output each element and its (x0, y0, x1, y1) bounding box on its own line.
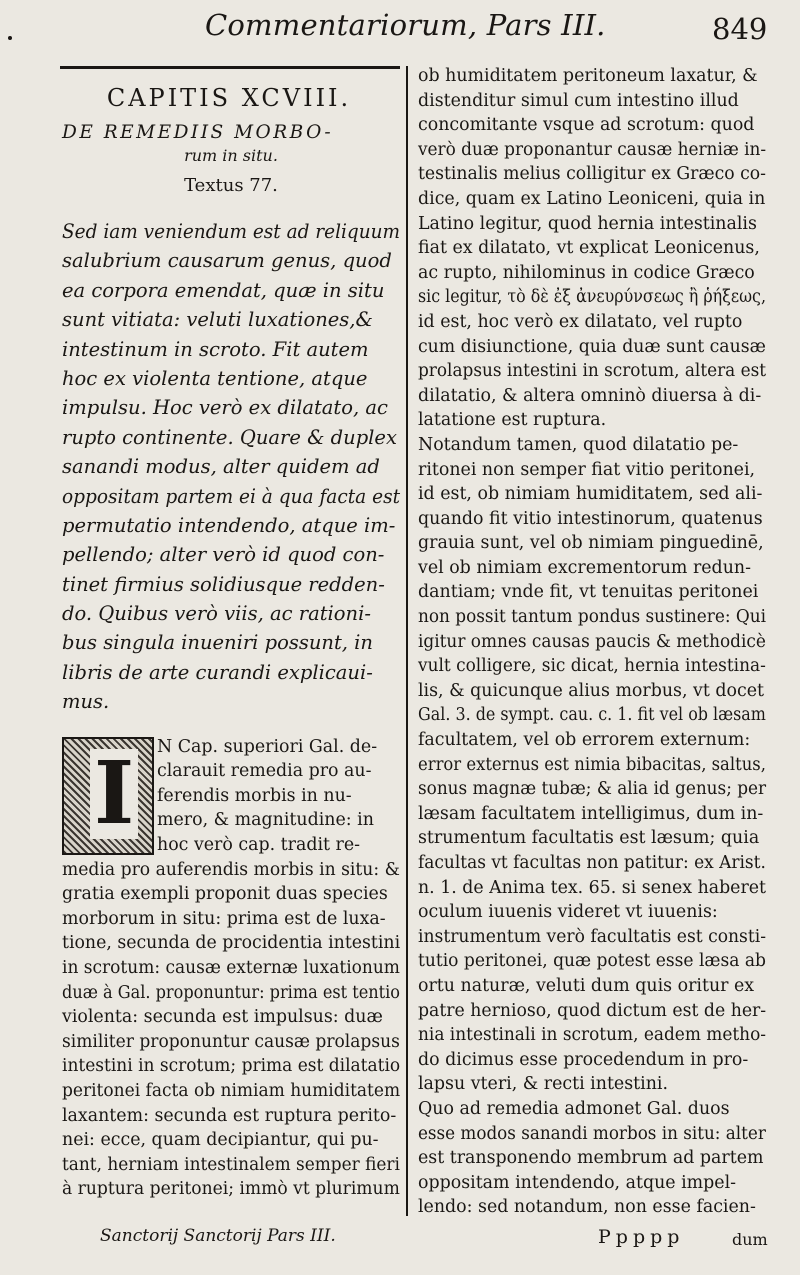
quote-line: bus singula inueniri possunt, in (62, 631, 373, 655)
commentary-line: verò duæ proponantur causæ herniæ in- (418, 139, 767, 160)
commentary-line: N Cap. superiori Gal. de- (157, 736, 378, 757)
initial-letter: I (90, 749, 138, 839)
commentary-line: tione, secunda de procidentia intestini (62, 933, 401, 954)
quote-line: permutatio intendendo, atque im- (62, 513, 396, 537)
catchword: dum (732, 1230, 768, 1249)
commentary-line: facultatem, vel ob errorem externum: (418, 730, 751, 751)
commentary-line: oculum iuuenis videret vt iuuenis: (418, 902, 718, 923)
commentary-line: esse modos sanandi morbos in situ: alter (418, 1123, 766, 1144)
quote-line: Sed iam veniendum est ad reliquum (62, 220, 401, 243)
commentary-line: vel ob nimiam excrementorum redun- (418, 557, 751, 578)
commentary-line: id est, ob nimiam humiditatem, sed ali- (418, 484, 763, 505)
commentary-line: non possit tantum pondus sustinere: Qui (418, 607, 766, 628)
margin-mark (8, 36, 12, 40)
commentary-line: Quo ad remedia admonet Gal. duos (418, 1098, 730, 1119)
commentary-line: in scrotum: causæ externæ luxationum (62, 957, 400, 978)
commentary-line: patre herniosо, quod dictum est de her- (418, 1000, 767, 1021)
commentary-line: concomitante vsque ad scrotum: quod (418, 115, 755, 136)
quote-line: libris de arte curandi explicaui- (62, 660, 373, 684)
commentary-line: clarauit remedia pro au- (157, 761, 372, 782)
commentary-line: dilatatio, & altera omninò diuersa à di- (418, 385, 762, 406)
commentary-line: ob humiditatem peritoneum laxatur, & (418, 66, 758, 86)
quote-line: ea corpora emendat, quæ in situ (62, 278, 385, 302)
commentary-line: dantiam; vnde fit, vt tenuitas peritonei (418, 582, 759, 603)
commentary-line: mero, & magnitudine: in (157, 810, 374, 831)
running-title: Commentariorum, Pars III. (205, 8, 606, 42)
chapter-rule (60, 66, 400, 69)
commentary-line: à ruptura peritonei; immò vt plurimum (62, 1179, 400, 1200)
quote-line: impulsu. Hoc verò ex dilatato, ac (62, 396, 388, 420)
commentary-line: nia intestinali in scrotum, eadem metho- (418, 1025, 767, 1046)
decorated-initial (62, 737, 154, 855)
commentary-line: est transponendo membrum ad partem (418, 1148, 764, 1169)
commentary-line: duæ à Gal. proponuntur: prima est tentio (62, 982, 401, 1003)
commentary-line: n. 1. de Anima tex. 65. si senex haberet (418, 877, 766, 898)
commentary-line: ritonei non semper fiat vitio peritonei, (418, 459, 756, 480)
column-rule (406, 66, 408, 1216)
commentary-line: facultas vt facultas non patitur: ex Arist. (418, 853, 766, 873)
commentary-line: intestini in scrotum; prima est dilatatio (62, 1056, 401, 1077)
commentary-line: cum disiunctione, quia duæ sunt causæ (418, 336, 766, 357)
commentary-line: quando fit vitio intestinorum, quatenus (418, 508, 763, 529)
commentary-line: do dicimus esse procedendum in pro- (418, 1049, 749, 1070)
commentary-line: latatione est ruptura. (418, 410, 607, 431)
commentary-line: ac rupto, nihilominus in codice Græco (418, 262, 755, 283)
commentary-line: læsam facultatem intelligimus, dum in- (418, 803, 764, 824)
left-column (62, 84, 400, 1202)
commentary-line: prolapsus intestini in scrotum, altera est (418, 361, 767, 382)
commentary-line: tant, herniam intestinalem semper fieri (62, 1154, 400, 1175)
commentary-line: Latino legitur, quod hernia intestinalis (418, 213, 757, 234)
commentary-line: tutio peritonei, quæ potest esse læsa ab (418, 951, 766, 972)
commentary-line: error externus est nimia bibacitas, saltus, (418, 754, 766, 775)
commentary-line: sonus magnæ tubæ; & alia id genus; per (418, 779, 767, 800)
signature-line: Sanctorij Sanctorij Pars III. (100, 1226, 336, 1246)
commentary-line: gratia exempli proponit duas species (62, 884, 388, 905)
commentary-line: fiat ex dilatato, vt explicat Leonicenus, (418, 238, 760, 259)
quote-line: do. Quibus verò viis, ac rationi- (62, 602, 371, 626)
quote-line: pellendo; alter verò id quod con- (62, 543, 385, 567)
commentary-line: nei: ecce, quam decipiantur, qui pu- (62, 1130, 379, 1151)
quote-line: sanandi modus, alter quidem ad (62, 455, 380, 479)
textus-number: Textus 77. (184, 175, 278, 196)
chapter-subtitle: DE REMEDIIS MORBO- (62, 122, 334, 143)
commentary-line: strumentum facultatis est læsum; quia (418, 828, 760, 849)
commentary-line: lapsu vteri, & recti intestini. (418, 1074, 668, 1095)
quote-line: mus. (62, 690, 110, 714)
commentary-line: vult colligere, sic dicat, hernia intestina- (418, 656, 766, 677)
chapter-title: CAPITIS XCVIII. (106, 84, 352, 112)
commentary-line: grauia sunt, vel ob nimiam pinguedinē, (418, 533, 764, 554)
quote-line: tinet firmius solidiusque redden- (62, 572, 385, 596)
commentary-line: laxantem: secunda est ruptura perito- (62, 1105, 397, 1126)
commentary-paragraph (62, 735, 400, 1202)
commentary-line: id est, hoc verò ex dilatato, vel rupto (418, 311, 743, 332)
quote-line: salubrium causarum genus, quod (62, 249, 392, 273)
commentary-line: instrumentum verò facultatis est consti- (418, 926, 767, 947)
commentary-line: lis, & quicunque alius morbus, vt docet (418, 680, 764, 701)
quote-line: sunt vitiata: veluti luxationes,& (62, 308, 373, 332)
commentary-line: Notandum tamen, quod dilatatio pe- (418, 434, 739, 455)
commentary-line: peritonei facta ob nimiam humiditatem (62, 1080, 401, 1101)
chapter-subtitle-cont: rum in situ. (184, 146, 278, 165)
page-number: 849 (712, 12, 768, 46)
commentary-line: media pro auferendis morbis in situ: & (62, 859, 400, 880)
right-column (418, 64, 766, 1220)
commentary-line: ferendis morbis in nu- (157, 785, 352, 806)
commentary-line: igitur omnes causas paucis & methodicè (418, 631, 766, 652)
commentary-line: Gal. 3. de sympt. cau. c. 1. fit vel ob læsam (418, 705, 766, 726)
gathering-mark: Ppppp (598, 1226, 685, 1248)
commentary-line: ortu naturæ, veluti dum quis oritur ex (418, 975, 755, 996)
quote-line: rupto continente. Quare & duplex (62, 425, 397, 449)
commentary-line: testinalis melius colligitur ex Græco co- (418, 164, 766, 185)
quote-line: hoc ex violenta tentione, atque (62, 366, 368, 390)
greek-quote-line: sic legitur, τὸ δὲ ἐξ ἀνευρύνσεως ἢ ῥήξεως, (418, 287, 766, 308)
commentary-line: dice, quam ex Latino Leoniceni, quia in (418, 188, 766, 209)
commentary-line: violenta: secunda est impulsus: duæ (62, 1007, 383, 1028)
commentary-line: oppositam intendendo, atque impel- (418, 1172, 737, 1193)
commentary-line: distenditur simul cum intestino illud (418, 90, 739, 111)
commentary-line: lendo: sed notandum, non esse facien- (418, 1197, 756, 1218)
commentary-line: hoc verò cap. tradit re- (157, 835, 361, 856)
commentary-line: morborum in situ: prima est de luxa- (62, 908, 386, 929)
hippocratic-text (62, 217, 400, 717)
quote-line: intestinum in scroto. Fit autem (62, 337, 369, 361)
commentary-line: similiter proponuntur causæ prolapsus (62, 1031, 400, 1052)
quote-line: oppositam partem ei à qua facta est (62, 484, 401, 508)
